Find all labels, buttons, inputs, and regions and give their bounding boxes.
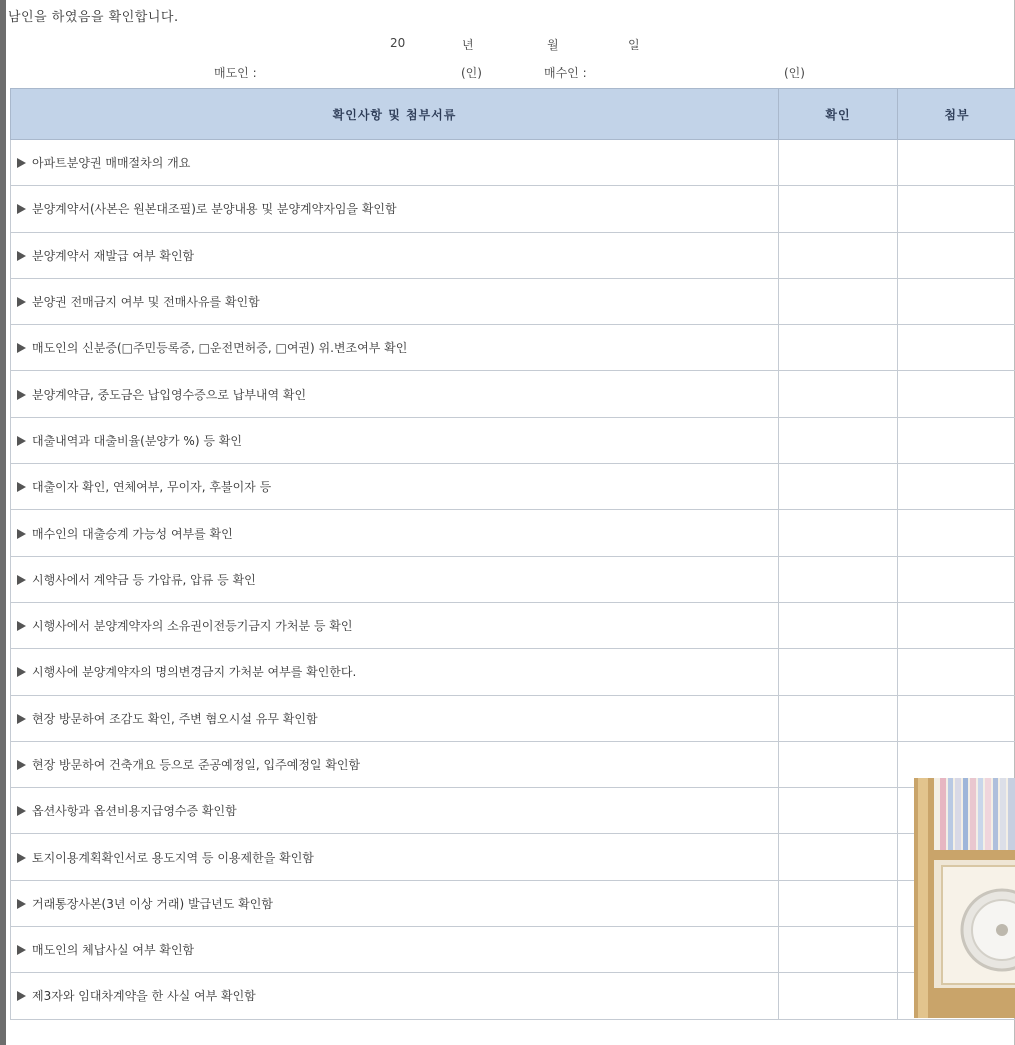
table-row [11,464,1015,510]
attach-cell[interactable] [898,325,1015,371]
attach-cell[interactable] [898,602,1015,648]
confirm-cell[interactable] [779,232,898,278]
attach-cell[interactable] [898,834,1015,880]
checklist-item [11,278,779,324]
date-line [6,36,1015,56]
table-row [11,649,1015,695]
checklist-item-label: 아파트분양권 매매절차의 개요 [32,156,191,171]
attach-cell[interactable] [898,140,1015,186]
triangle-bullet-icon [17,621,26,631]
checklist-item-label: 분양계약서 재발급 여부 확인함 [32,248,195,263]
year-prefix: 20 [390,36,406,50]
confirm-cell[interactable] [779,788,898,834]
triangle-bullet-icon [17,251,26,261]
triangle-bullet-icon [17,575,26,585]
checklist-item [11,464,779,510]
checklist-item-label: 현장 방문하여 조감도 확인, 주변 혐오시설 유무 확인함 [32,711,318,726]
attach-cell[interactable] [898,464,1015,510]
table-row [11,927,1015,973]
checklist-item-label: 분양계약금, 중도금은 납입영수증으로 납부내역 확인 [32,387,307,402]
attach-cell[interactable] [898,927,1015,973]
attach-cell[interactable] [898,880,1015,926]
triangle-bullet-icon [17,853,26,863]
triangle-bullet-icon [17,806,26,816]
confirm-cell[interactable] [779,186,898,232]
confirm-cell[interactable] [779,417,898,463]
attach-cell[interactable] [898,973,1015,1019]
triangle-bullet-icon [17,760,26,770]
header-item: 확인사항 및 첨부서류 [11,89,779,140]
attach-cell[interactable] [898,788,1015,834]
confirm-cell[interactable] [779,834,898,880]
triangle-bullet-icon [17,529,26,539]
table-row [11,417,1015,463]
checklist-item [11,140,779,186]
triangle-bullet-icon [17,899,26,909]
attach-cell[interactable] [898,371,1015,417]
checklist-item-label: 매도인의 신분증(□주민등록증, □운전면허증, □여권) 위.변조여부 확인 [32,341,408,356]
table-row [11,834,1015,880]
checklist-item-label: 매도인의 체납사실 여부 확인함 [32,943,195,958]
checklist-item [11,649,779,695]
header-confirm: 확인 [779,89,898,140]
attach-cell[interactable] [898,510,1015,556]
checklist-item-label: 옵션사항과 옵션비용지급영수증 확인함 [32,804,237,819]
attach-cell[interactable] [898,741,1015,787]
checklist-item [11,417,779,463]
table-row [11,602,1015,648]
confirm-cell[interactable] [779,325,898,371]
triangle-bullet-icon [17,158,26,168]
checklist-item [11,927,779,973]
confirm-cell[interactable] [779,649,898,695]
confirm-cell[interactable] [779,510,898,556]
seller-label: 매도인 : [214,66,257,80]
checklist-item [11,741,779,787]
confirm-cell[interactable] [779,695,898,741]
checklist-item [11,788,779,834]
confirm-cell[interactable] [779,556,898,602]
checklist-item [11,602,779,648]
intro-text: 남인을 하였음을 확인합니다. [8,10,179,25]
attach-cell[interactable] [898,232,1015,278]
checklist-item-label: 대출내역과 대출비율(분양가 %) 등 확인 [32,433,242,448]
checklist-item-label: 분양권 전매금지 여부 및 전매사유를 확인함 [32,295,260,310]
confirm-cell[interactable] [779,602,898,648]
table-row [11,371,1015,417]
table-row [11,510,1015,556]
checklist-item [11,325,779,371]
table-row [11,788,1015,834]
table-row [11,325,1015,371]
triangle-bullet-icon [17,343,26,353]
table-row [11,140,1015,186]
table-row [11,973,1015,1019]
checklist-item-label: 매수인의 대출승계 가능성 여부를 확인 [32,526,233,541]
seller-seal: (인) [461,66,482,80]
checklist-item-label: 거래통장사본(3년 이상 거래) 발급년도 확인함 [32,896,273,911]
confirm-cell[interactable] [779,741,898,787]
confirm-cell[interactable] [779,880,898,926]
checklist-item-label: 현장 방문하여 건축개요 등으로 준공예정일, 입주예정일 확인함 [32,758,361,772]
table-row [11,232,1015,278]
confirm-cell[interactable] [779,278,898,324]
checklist-item-label: 제3자와 임대차계약을 한 사실 여부 확인함 [32,989,256,1004]
checklist-item [11,186,779,232]
confirm-cell[interactable] [779,464,898,510]
checklist-item-label: 시행사에서 분양계약자의 소유권이전등기금지 가처분 등 확인 [32,619,353,634]
year-label: 년 [462,38,474,52]
checklist-item-label: 토지이용계획확인서로 용도지역 등 이용제한을 확인함 [32,850,314,865]
checklist-item [11,510,779,556]
buyer-label: 매수인 : [544,66,587,80]
checklist-item-label: 시행사에서 계약금 등 가압류, 압류 등 확인 [32,572,256,587]
attach-cell[interactable] [898,649,1015,695]
table-header-row [11,89,1015,140]
month-label: 월 [547,38,559,52]
triangle-bullet-icon [17,482,26,492]
checklist-item [11,371,779,417]
table-row [11,186,1015,232]
checklist-item [11,556,779,602]
triangle-bullet-icon [17,714,26,724]
triangle-bullet-icon [17,945,26,955]
table-row [11,695,1015,741]
table-row [11,278,1015,324]
checklist-item [11,695,779,741]
triangle-bullet-icon [17,390,26,400]
checklist-item [11,232,779,278]
checklist-item [11,880,779,926]
triangle-bullet-icon [17,436,26,446]
table-row [11,556,1015,602]
attach-cell[interactable] [898,417,1015,463]
triangle-bullet-icon [17,667,26,677]
table-row [11,741,1015,787]
checklist-table [10,88,1015,1020]
triangle-bullet-icon [17,297,26,307]
day-label: 일 [628,38,640,52]
table-row [11,880,1015,926]
triangle-bullet-icon [17,204,26,214]
checklist-item-label: 시행사에 분양계약자의 명의변경금지 가처분 여부를 확인한다. [32,665,357,680]
signature-line [6,64,1015,84]
attach-cell[interactable] [898,556,1015,602]
checklist-item-label: 분양계약서(사본은 원본대조필)로 분양내용 및 분양계약자임을 확인함 [32,202,397,217]
buyer-seal: (인) [784,66,805,80]
confirm-cell[interactable] [779,140,898,186]
attach-cell[interactable] [898,278,1015,324]
attach-cell[interactable] [898,695,1015,741]
checklist-item-label: 대출이자 확인, 연체여부, 무이자, 후불이자 등 [32,480,272,495]
header-attach: 첨부 [898,89,1015,140]
confirm-cell[interactable] [779,927,898,973]
checklist-item [11,973,779,1019]
confirm-cell[interactable] [779,973,898,1019]
checklist-item [11,834,779,880]
triangle-bullet-icon [17,991,26,1001]
attach-cell[interactable] [898,186,1015,232]
confirm-cell[interactable] [779,371,898,417]
